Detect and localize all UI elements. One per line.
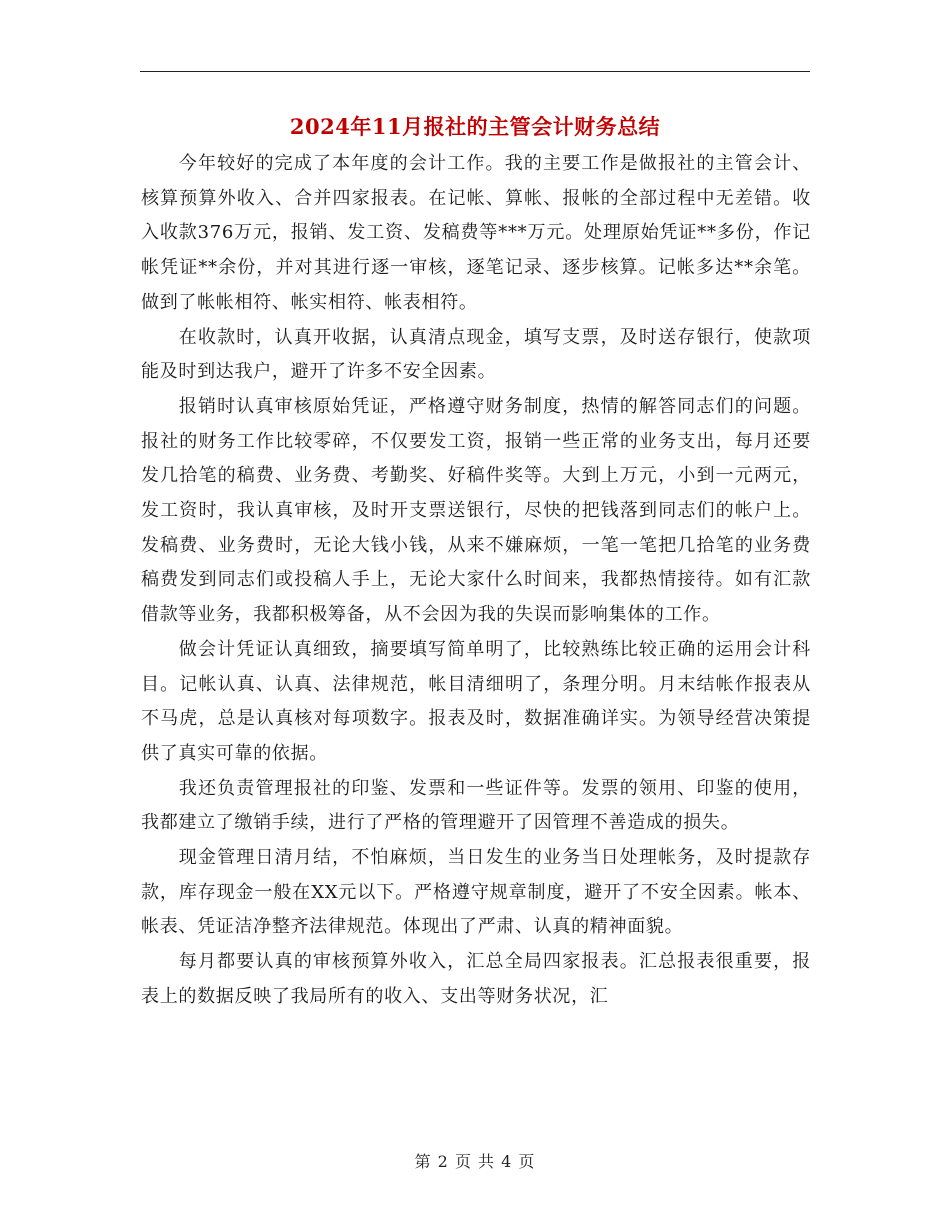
paragraph: 在收款时，认真开收据，认真清点现金，填写支票，及时送存银行，使款项能及时到达我户，避开了许多不安全因素。 bbox=[141, 326, 811, 383]
document-title: 2024年11月报社的主管会计财务总结 bbox=[289, 114, 661, 139]
paragraph: 现金管理日清月结，不怕麻烦，当日发生的业务当日处理帐务，及时提款存款，库存现金一般在XX元以下。严格遵守规章制度，避开了不安全因素。帐本、帐表、凭证洁净整齐法律规范。体现出了严肃、认真的精神面貌。 bbox=[141, 847, 811, 938]
paragraph: 今年较好的完成了本年度的会计工作。我的主要工作是做报社的主管会计、核算预算外收入、合并四家报表。在记帐、算帐、报帐的全部过程中无差错。收入收款376万元，报销、发工资、发稿费等***万元。处理原始凭证**多份，作记帐凭证**余份，并对其进行逐一审核，逐笔记录、逐步核算。记帐多达**余笔。做到了帐帐相符、帐实相符、帐表相符。 bbox=[141, 153, 811, 313]
paragraph: 报销时认真审核原始凭证，严格遵守财务制度，热情的解答同志们的问题。报社的财务工作比较零碎，不仅要发工资，报销一些正常的业务支出，每月还要发几拾笔的稿费、业务费、考勤奖、好稿件奖等。大到上万元，小到一元两元，发工资时，我认真审核，及时开支票送银行，尽快的把钱落到同志们的帐户上。发稿费、业务费时，无论大钱小钱，从来不嫌麻烦，一笔一笔把几拾笔的业务费稿费发到同志们或投稿人手上，无论大家什么时间来，我都热情接待。如有汇款借款等业务，我都积极筹备，从不会因为我的失误而影响集体的工作。 bbox=[141, 395, 811, 626]
paragraph: 做会计凭证认真细致，摘要填写简单明了，比较熟练比较正确的运用会计科目。记帐认真、认真、法律规范，帐目清细明了，条理分明。月末结帐作报表从不马虎，总是认真核对每项数字。报表及时，数据准确详实。为领导经营决策提供了真实可靠的依据。 bbox=[141, 638, 811, 764]
document-body bbox=[141, 147, 811, 1015]
header-rule bbox=[140, 71, 810, 72]
paragraph: 我还负责管理报社的印鉴、发票和一些证件等。发票的领用、印鉴的使用，我都建立了缴销手续，进行了严格的管理避开了因管理不善造成的损失。 bbox=[141, 777, 811, 834]
page-number-footer: 第 2 页 共 4 页 bbox=[414, 1152, 536, 1171]
paragraph: 每月都要认真的审核预算外收入，汇总全局四家报表。汇总报表很重要，报表上的数据反映了我局所有的收入、支出等财务状况，汇 bbox=[141, 951, 811, 1007]
